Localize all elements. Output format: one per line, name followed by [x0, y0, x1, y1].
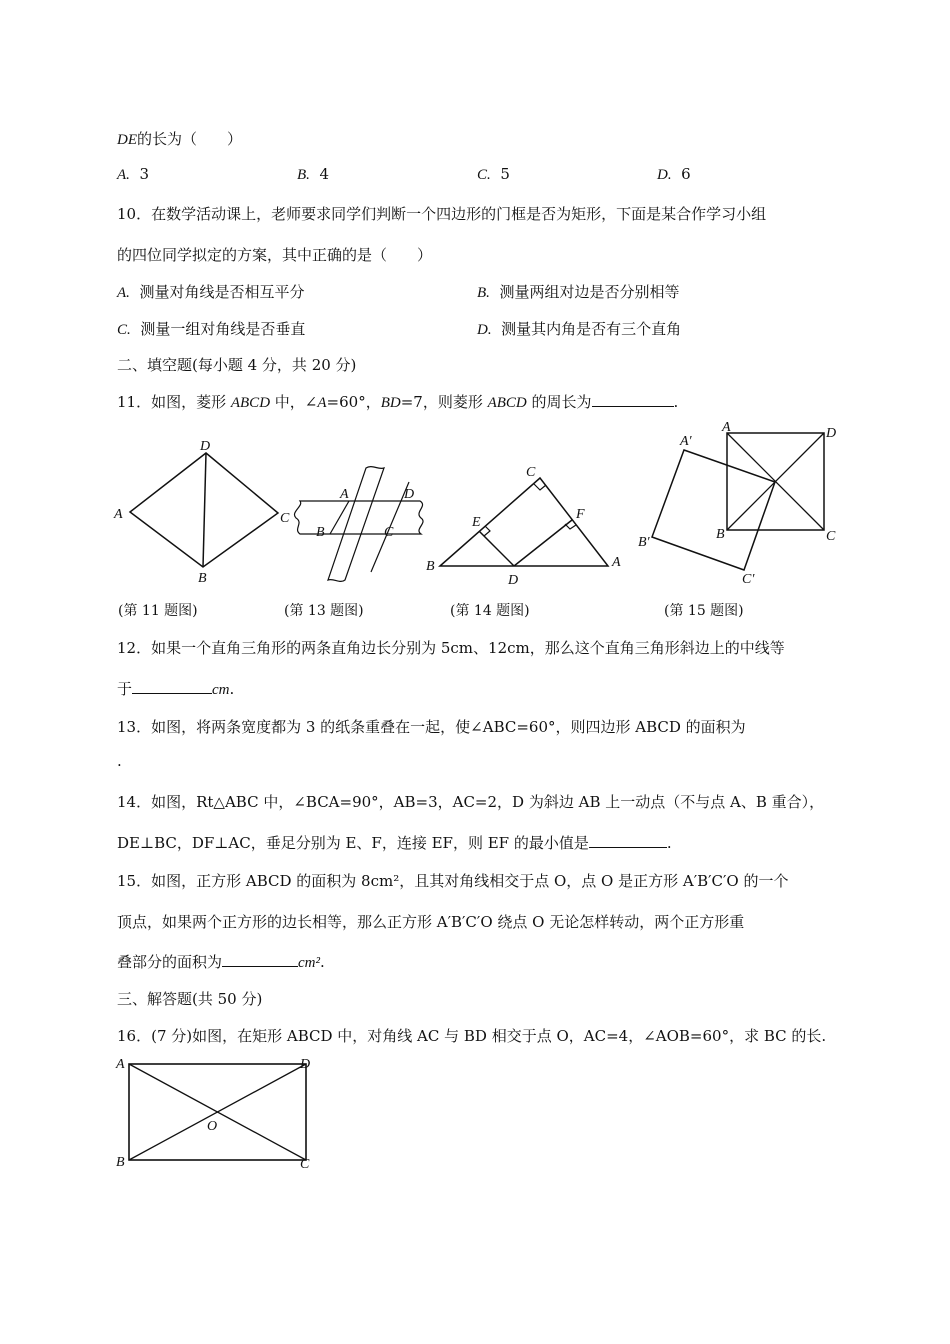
horizontal-strip: [294, 501, 423, 534]
q13-line2: .: [117, 752, 122, 770]
q12-text: 于: [117, 680, 133, 698]
option-text: 测量两组对边是否分别相等: [499, 283, 680, 301]
label-b: B: [316, 525, 325, 540]
label-f: F: [576, 507, 585, 522]
label-b: B: [198, 571, 207, 586]
q15-line2: 顶点，如果两个正方形的边长相等，那么正方形 A′B′C′O 绕点 O 无论怎样转动，两个正方形重: [117, 913, 745, 931]
option-letter: B.: [477, 285, 490, 301]
caption-fig11: (第 11 题图): [118, 603, 198, 619]
option-text: 测量一组对角线是否垂直: [140, 320, 306, 338]
q9-segment-name: DE: [117, 132, 137, 148]
label-o: O: [207, 1119, 218, 1134]
label-c: C: [384, 525, 394, 540]
q11-text: =60°，: [326, 393, 381, 411]
option-letter: A.: [117, 167, 130, 183]
q14-answer-blank[interactable]: [589, 833, 667, 848]
option-letter: C.: [117, 322, 131, 338]
q12-answer-blank[interactable]: [132, 679, 212, 694]
option-text: 4: [319, 165, 330, 183]
square-abco: [652, 450, 775, 570]
label-a: A: [722, 420, 731, 435]
option-letter: B.: [297, 167, 310, 183]
q9-tail-text: 的长为（ ）: [137, 130, 243, 148]
label-d: D: [508, 573, 519, 588]
label-d: D: [826, 426, 837, 441]
q11-end: .: [673, 393, 679, 411]
q11-var: A: [317, 395, 327, 411]
label-b: B: [426, 559, 435, 574]
caption-fig13: (第 13 题图): [284, 603, 364, 619]
section-2-heading: 二、填空题(每小题 4 分，共 20 分): [117, 356, 357, 374]
q10-line2: 的四位同学拟定的方案，其中正确的是（ ）: [117, 246, 433, 264]
q9-option-d[interactable]: [657, 165, 691, 184]
figure-13: [290, 462, 430, 592]
q15-unit: cm²: [298, 955, 321, 971]
option-text: 测量其内角是否有三个直角: [501, 320, 682, 338]
q11-var: BD: [380, 395, 401, 411]
q14-end: .: [666, 834, 672, 852]
q10-option-c[interactable]: [117, 318, 305, 339]
q13-line1: 13．如图，将两条宽度都为 3 的纸条重叠在一起，使∠ABC=60°，则四边形 ABCD 的面积为: [117, 718, 746, 736]
option-text: 3: [139, 165, 150, 183]
option-letter: A.: [117, 285, 130, 301]
q11-text: 中，∠: [270, 393, 318, 411]
q9-option-b[interactable]: [297, 165, 329, 184]
q15-answer-blank[interactable]: [222, 952, 298, 967]
q15-text: 叠部分的面积为: [117, 953, 223, 971]
label-e: E: [472, 515, 481, 530]
q9-option-a[interactable]: [117, 165, 149, 184]
q12-end: .: [229, 680, 235, 698]
triangle-abc: [440, 478, 608, 566]
q10-option-a[interactable]: [117, 281, 304, 302]
section-3-heading: 三、解答题(共 50 分): [117, 990, 263, 1008]
label-d: D: [300, 1057, 311, 1072]
q11-text: 11．如图，菱形: [117, 393, 231, 411]
label-b-prime: B′: [638, 535, 650, 550]
option-text: 5: [500, 165, 510, 183]
option-letter: D.: [477, 322, 492, 338]
label-c-prime: C′: [742, 572, 755, 587]
q11-var: ABCD: [230, 395, 271, 411]
option-text: 6: [681, 165, 691, 183]
figure-14: [422, 462, 622, 592]
label-a: A: [612, 555, 621, 570]
label-a: A: [114, 507, 123, 522]
label-b: B: [716, 527, 725, 542]
q10-option-b[interactable]: [477, 281, 679, 302]
q10-option-d[interactable]: [477, 318, 681, 339]
label-a-prime: A′: [680, 434, 692, 449]
q15-line3: [117, 951, 325, 972]
caption-fig14: (第 14 题图): [450, 603, 530, 619]
q15-end: .: [320, 953, 325, 971]
figure-11: [110, 439, 290, 586]
right-angle-mark: [534, 484, 546, 490]
strip-edge: [330, 501, 349, 534]
q14-line1: 14．如图，Rt△ABC 中，∠BCA=90°，AB=3，AC=2，D 为斜边 AB 上一动点（不与点 A、B 重合），: [117, 793, 825, 811]
q14-text: DE⊥BC，DF⊥AC，垂足分别为 E、F，连接 EF，则 EF 的最小值是: [117, 834, 589, 852]
q11-answer-blank[interactable]: [592, 392, 674, 407]
label-a: A: [340, 487, 349, 502]
figure-15: [636, 420, 836, 590]
segment-df: [514, 520, 572, 566]
q12-unit: cm: [212, 682, 230, 698]
q15-line1: 15．如图，正方形 ABCD 的面积为 8cm²，且其对角线相交于点 O，点 O 是正方形 A′B′C′O 的一个: [117, 872, 789, 890]
option-letter: D.: [657, 167, 672, 183]
right-angle-mark: [484, 526, 490, 536]
q11: [117, 391, 678, 412]
q14-line2: [117, 832, 672, 853]
q11-var: ABCD: [487, 395, 527, 411]
option-letter: C.: [477, 167, 491, 183]
q10-line1: 10．在数学活动课上，老师要求同学们判断一个四边形的门框是否为矩形，下面是某合作学习小组: [117, 205, 767, 223]
label-c: C: [280, 511, 290, 526]
label-d: D: [200, 439, 211, 454]
q12-line2: [117, 678, 234, 699]
q12-line1: 12．如果一个直角三角形的两条直角边长分别为 5cm、12cm，那么这个直角三角形斜边上的中线等: [117, 639, 785, 657]
q11-text: 的周长为: [526, 393, 592, 411]
q9-tail: [117, 128, 242, 149]
label-c: C: [526, 465, 536, 480]
diagonal-bd: [203, 453, 206, 567]
q16-text: 16．(7 分)如图，在矩形 ABCD 中，对角线 AC 与 BD 相交于点 O，AC=4，∠AOB=60°，求 BC 的长.: [117, 1027, 827, 1045]
option-text: 测量对角线是否相互平分: [139, 283, 305, 301]
figure-16: [110, 1050, 330, 1180]
q9-option-c[interactable]: [477, 165, 510, 184]
label-d: D: [404, 487, 415, 502]
q11-text: =7，则菱形: [400, 393, 488, 411]
caption-fig15: (第 15 题图): [664, 603, 744, 619]
label-a: A: [116, 1057, 125, 1072]
label-c: C: [300, 1157, 310, 1172]
label-b: B: [116, 1155, 125, 1170]
label-c: C: [826, 529, 836, 544]
